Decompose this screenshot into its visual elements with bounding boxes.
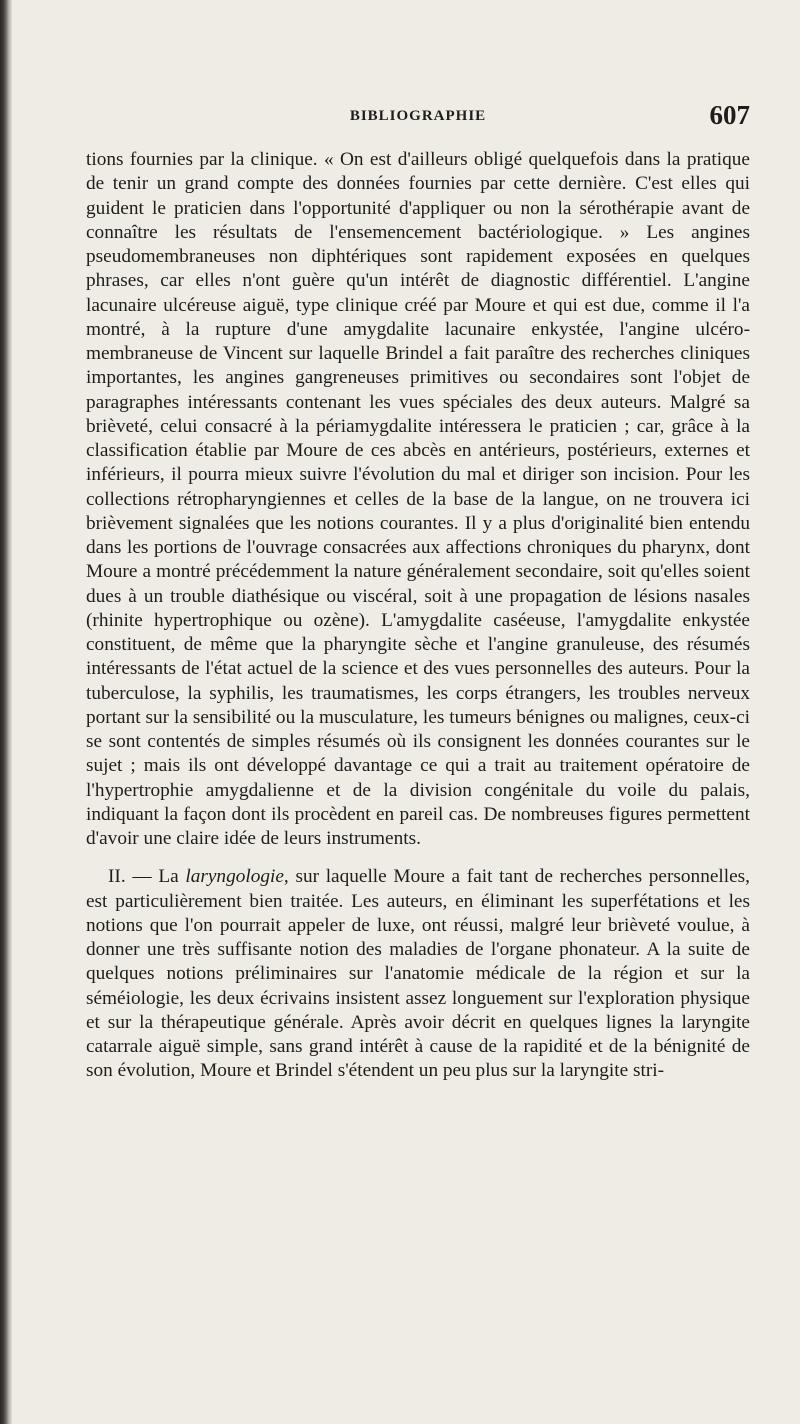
paragraph-2-lead: II. — La	[108, 866, 186, 888]
paragraph-1	[86, 148, 750, 851]
page-number: 607	[709, 100, 750, 130]
paragraph-1-text: tions fournies par la clinique. « On est d'ailleurs obligé quelquefois dans la pratique de tenir un grand compte des données fournies par cette dernière. C'est elles qui guident le praticien dans l'opportunité d'appliquer ou non la sérothérapie avant de connaître les résultats de l'ensemencement bactériologique. » Les angines pseudomembraneuses non diphtériques sont rapidement exposées en quelques phrases, car elles n'ont guère qu'un intérêt de diagnostic différentiel. L'angine lacunaire ulcéreuse aiguë, type clinique créé par Moure et qui est due, comme il l'a montré, à la rupture d'une amygdalite lacunaire enkystée, l'angine ulcéro-membraneuse de Vincent sur laquelle Brindel a fait paraître des recherches cliniques importantes, les angines gangreneuses primitives ou secondaires sont l'objet de paragraphes intéressants contenant les vues spéciales des deux auteurs. Malgré sa brièveté, celui consacré à la périamygdalite intéressera le praticien ; car, grâce à la classification établie par Moure de ces abcès en antérieurs, postérieurs, externes et inférieurs, il pourra mieux suivre l'évolution du mal et diriger son incision. Pour les collections rétropharyngiennes et celles de la base de la langue, on ne trouvera ici brièvement signalées que les notions courantes. Il y a plus d'originalité bien entendu dans les portions de l'ouvrage consacrées aux affections chroniques du pharynx, dont Moure a montré précédemment la nature généralement secondaire, soit qu'elles soient dues à un trouble diathésique ou viscéral, soit à une propagation de lésions nasales (rhinite hypertrophique ou ozène). L'amygdalite caséeuse, l'amygdalite enkystée constituent, de même que la pharyngite sèche et l'angine granuleuse, des résumés intéressants de l'état actuel de la science et des vues personnelles des auteurs. Pour la tuberculose, la syphilis, les traumatismes, les corps étrangers, les troubles nerveux portant sur la sensibilité ou la musculature, les tumeurs bénignes ou malignes, ceux-ci se sont contentés de simples résumés où ils consignent les données courantes sur le sujet ; mais ils ont développé davantage ce qui a trait au traitement opératoire de l'hypertrophie amygdalienne et de la division congénitale du voile du palais, indiquant la façon dont ils procèdent en pareil cas. De nombreuses figures permettent d'avoir une claire idée de leurs instruments.	[86, 149, 750, 849]
page-binding-edge	[0, 0, 12, 1424]
running-header-title: BIBLIOGRAPHIE	[349, 108, 487, 124]
paragraph-2-text: , sur laquelle Moure a fait tant de recherches personnelles, est particulièrement bien traitée. Les auteurs, en éliminant les superfétations et les notions que l'on pourrait appeler de luxe, ont réussi, malgré leur brièveté voulue, à donner une très suffisante notion des maladies de l'organe phonateur. A la suite de quelques notions préliminaires sur l'anatomie médicale de la région et sur la séméiologie, les deux écrivains insistent assez longuement sur l'exploration physique et sur la thérapeutique générale. Après avoir décrit en quelques lignes la laryngite catarrale aiguë simple, sans grand intérêt à cause de la rapidité et de la bénignité de son évolution, Moure et Brindel s'étendent un peu plus sur la laryngite stri-	[86, 866, 750, 1082]
paragraph-2-italic-term: laryngologie	[185, 866, 284, 888]
running-header	[86, 100, 750, 134]
paragraph-2	[86, 865, 750, 1083]
body-text	[86, 148, 750, 1084]
